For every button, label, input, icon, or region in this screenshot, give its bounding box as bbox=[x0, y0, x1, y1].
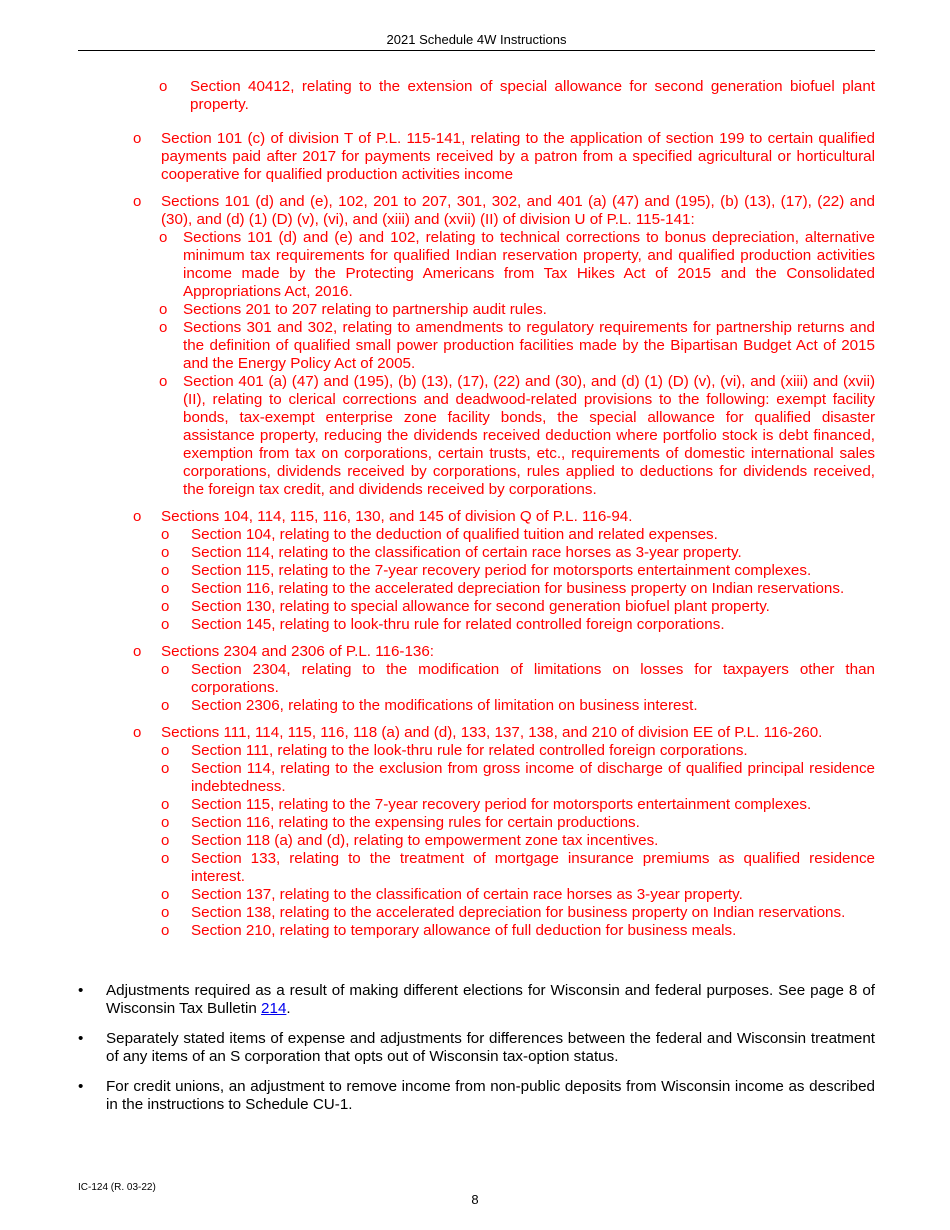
circle-bullet-icon: o bbox=[133, 193, 142, 210]
list-item bbox=[161, 796, 875, 814]
list-item bbox=[161, 922, 875, 940]
list-item bbox=[161, 526, 875, 544]
circle-bullet-icon: o bbox=[159, 373, 168, 390]
circle-bullet-icon: o bbox=[159, 301, 168, 318]
list-item bbox=[133, 724, 875, 940]
elections-adjustment-text: Adjustments required as a result of making different elections for Wisconsin and federal purposes. See page 8 of Wisconsin Tax Bulletin bbox=[106, 982, 875, 1017]
subsection-text: Section 111, relating to the look-thru rule for related controlled foreign corporations. bbox=[191, 742, 748, 759]
circle-bullet-icon: o bbox=[133, 643, 142, 660]
tax-bulletin-214-link[interactable]: 214 bbox=[261, 1000, 287, 1017]
subsection-text: Section 116, relating to the expensing rules for certain productions. bbox=[191, 814, 640, 831]
subsection-text: Section 104, relating to the deduction of qualified tuition and related expenses. bbox=[191, 526, 718, 543]
circle-bullet-icon: o bbox=[161, 580, 170, 597]
list-item bbox=[161, 832, 875, 850]
subsection-text: Sections 301 and 302, relating to amendments to regulatory requirements for partnership returns and the definition of qualified small power production facilities made by the Bipartisan Budget Act of 2015 and the Energy Policy Act of 2005. bbox=[183, 319, 875, 372]
list-item bbox=[159, 319, 875, 373]
credit-union-adjustment-text: For credit unions, an adjustment to remove income from non-public deposits from Wisconsin income as described in the instructions to Schedule CU-1. bbox=[106, 1078, 875, 1113]
list-item bbox=[161, 904, 875, 922]
list-item bbox=[133, 508, 875, 634]
subsection-text: Section 114, relating to the exclusion from gross income of discharge of qualified principal residence indebtedness. bbox=[191, 760, 875, 795]
section-heading-text: Sections 2304 and 2306 of P.L. 116-136: bbox=[161, 643, 435, 660]
list-item bbox=[161, 580, 875, 598]
list-item bbox=[133, 643, 875, 715]
list-item bbox=[78, 982, 875, 1018]
circle-bullet-icon: o bbox=[159, 319, 168, 336]
list-item bbox=[161, 742, 875, 760]
list-item bbox=[159, 229, 875, 301]
header-divider bbox=[78, 50, 875, 51]
circle-bullet-icon: o bbox=[161, 661, 170, 678]
subsection-text: Section 115, relating to the 7-year recovery period for motorsports entertainment complexes. bbox=[191, 562, 812, 579]
page-number: 8 bbox=[471, 1192, 479, 1207]
list-item bbox=[161, 697, 875, 715]
subsection-text: Section 137, relating to the classification of certain race horses as 3-year property. bbox=[191, 886, 743, 903]
section-heading-text: Sections 104, 114, 115, 116, 130, and 145 of division Q of P.L. 116-94. bbox=[161, 508, 633, 525]
list-item bbox=[161, 598, 875, 616]
form-identifier: IC-124 (R. 03-22) bbox=[78, 1182, 156, 1193]
subsection-text: Section 2306, relating to the modifications of limitation on business interest. bbox=[191, 697, 698, 714]
subsection-list bbox=[161, 742, 875, 940]
list-item bbox=[161, 886, 875, 904]
circle-bullet-icon: o bbox=[133, 508, 142, 525]
list-item bbox=[161, 616, 875, 634]
list-item bbox=[159, 78, 875, 114]
list-item bbox=[161, 760, 875, 796]
section-40412-text: Section 40412, relating to the extension of special allowance for second generation biofuel plant property. bbox=[190, 78, 875, 113]
list-item bbox=[161, 814, 875, 832]
circle-bullet-icon: o bbox=[161, 922, 170, 939]
list-item bbox=[78, 1030, 875, 1066]
elections-adjustment-period: . bbox=[286, 1000, 291, 1017]
list-item bbox=[161, 562, 875, 580]
subsection-text: Section 210, relating to temporary allowance of full deduction for business meals. bbox=[191, 922, 737, 939]
bullet-icon: • bbox=[78, 982, 84, 999]
subsection-text: Section 145, relating to look-thru rule for related controlled foreign corporations. bbox=[191, 616, 725, 633]
continued-subsection-list bbox=[159, 78, 875, 114]
circle-bullet-icon: o bbox=[159, 78, 168, 95]
circle-bullet-icon: o bbox=[161, 697, 170, 714]
bullet-icon: • bbox=[78, 1078, 84, 1095]
subsection-text: Sections 201 to 207 relating to partnership audit rules. bbox=[183, 301, 547, 318]
subsection-list bbox=[161, 661, 875, 715]
circle-bullet-icon: o bbox=[161, 904, 170, 921]
circle-bullet-icon: o bbox=[161, 616, 170, 633]
section-heading-text: Section 101 (c) of division T of P.L. 115-141, relating to the application of section 199 to certain qualified payments paid after 2017 for payments received by a patron from a specified agricultural or horticultural cooperative for qualified production activities income bbox=[161, 130, 875, 183]
list-item bbox=[159, 373, 875, 499]
section-heading-text: Sections 101 (d) and (e), 102, 201 to 207, 301, 302, and 401 (a) (47) and (195), (b) (13), (17), (22) and (30), and (d) (1) (D) (v), (vi), and (xiii) and (xvii) (II) of division U of P.L. 115-141: bbox=[161, 193, 875, 228]
page-header-title: 2021 Schedule 4W Instructions bbox=[386, 32, 567, 47]
circle-bullet-icon: o bbox=[133, 130, 142, 147]
subsection-text: Section 130, relating to special allowance for second generation biofuel plant property. bbox=[191, 598, 770, 615]
law-sections-list bbox=[0, 78, 950, 949]
subsection-text: Section 138, relating to the accelerated depreciation for business property on Indian reservations. bbox=[191, 904, 846, 921]
circle-bullet-icon: o bbox=[161, 796, 170, 813]
list-item bbox=[159, 301, 875, 319]
circle-bullet-icon: o bbox=[161, 886, 170, 903]
circle-bullet-icon: o bbox=[161, 850, 170, 867]
subsection-text: Section 118 (a) and (d), relating to empowerment zone tax incentives. bbox=[191, 832, 659, 849]
circle-bullet-icon: o bbox=[161, 544, 170, 561]
subsection-text: Section 401 (a) (47) and (195), (b) (13), (17), (22) and (30), and (d) (1) (D) (v), (vi), and (xiii) and (xvii) (II), relating to clerical corrections and deadwood-related provisions to the following: exempt facility bonds, tax-exempt enterprise zone facility bonds, the special allowance for qualified disaster assistance property, reducing the dividends received deduction where portfolio stock is debt financed, exemption from tax on corporations, certain trusts, etc., requirements of domestic international sales corporations, dividends received by corporations, rules applied to deductions for dividends received, the foreign tax credit, and dividends received by corporations. bbox=[183, 373, 875, 498]
subsection-text: Section 115, relating to the 7-year recovery period for motorsports entertainment complexes. bbox=[191, 796, 812, 813]
list-item bbox=[133, 193, 875, 499]
subsection-text: Section 133, relating to the treatment of mortgage insurance premiums as qualified residence interest. bbox=[191, 850, 875, 885]
circle-bullet-icon: o bbox=[161, 526, 170, 543]
subsection-list bbox=[161, 526, 875, 634]
circle-bullet-icon: o bbox=[161, 760, 170, 777]
list-item bbox=[161, 544, 875, 562]
circle-bullet-icon: o bbox=[159, 229, 168, 246]
s-corporation-adjustment-text: Separately stated items of expense and adjustments for differences between the federal and Wisconsin treatment of any items of an S corporation that opts out of Wisconsin tax-option status. bbox=[106, 1030, 875, 1065]
circle-bullet-icon: o bbox=[161, 598, 170, 615]
list-item bbox=[78, 1078, 875, 1114]
list-item bbox=[161, 850, 875, 886]
section-heading-text: Sections 111, 114, 115, 116, 118 (a) and (d), 133, 137, 138, and 210 of division EE of P.L. 116-260. bbox=[161, 724, 823, 741]
subsection-list bbox=[159, 229, 875, 499]
subsection-text: Section 116, relating to the accelerated depreciation for business property on Indian reservations. bbox=[191, 580, 845, 597]
circle-bullet-icon: o bbox=[161, 832, 170, 849]
subsection-text: Section 2304, relating to the modification of limitations on losses for taxpayers other than corporations. bbox=[191, 661, 875, 696]
circle-bullet-icon: o bbox=[161, 562, 170, 579]
list-item bbox=[133, 130, 875, 184]
subsection-text: Sections 101 (d) and (e) and 102, relating to technical corrections to bonus depreciation, alternative minimum tax requirements for qualified Indian reservation property, and qualified production activities income made by the Protecting Americans from Tax Hikes Act of 2015 and the Consolidated Appropriations Act, 2016. bbox=[183, 229, 875, 300]
adjustments-bullet-list bbox=[78, 982, 875, 1126]
list-item bbox=[161, 661, 875, 697]
circle-bullet-icon: o bbox=[161, 742, 170, 759]
circle-bullet-icon: o bbox=[133, 724, 142, 741]
circle-bullet-icon: o bbox=[161, 814, 170, 831]
subsection-text: Section 114, relating to the classification of certain race horses as 3-year property. bbox=[191, 544, 742, 561]
bullet-icon: • bbox=[78, 1030, 84, 1047]
sections-list bbox=[133, 130, 875, 940]
